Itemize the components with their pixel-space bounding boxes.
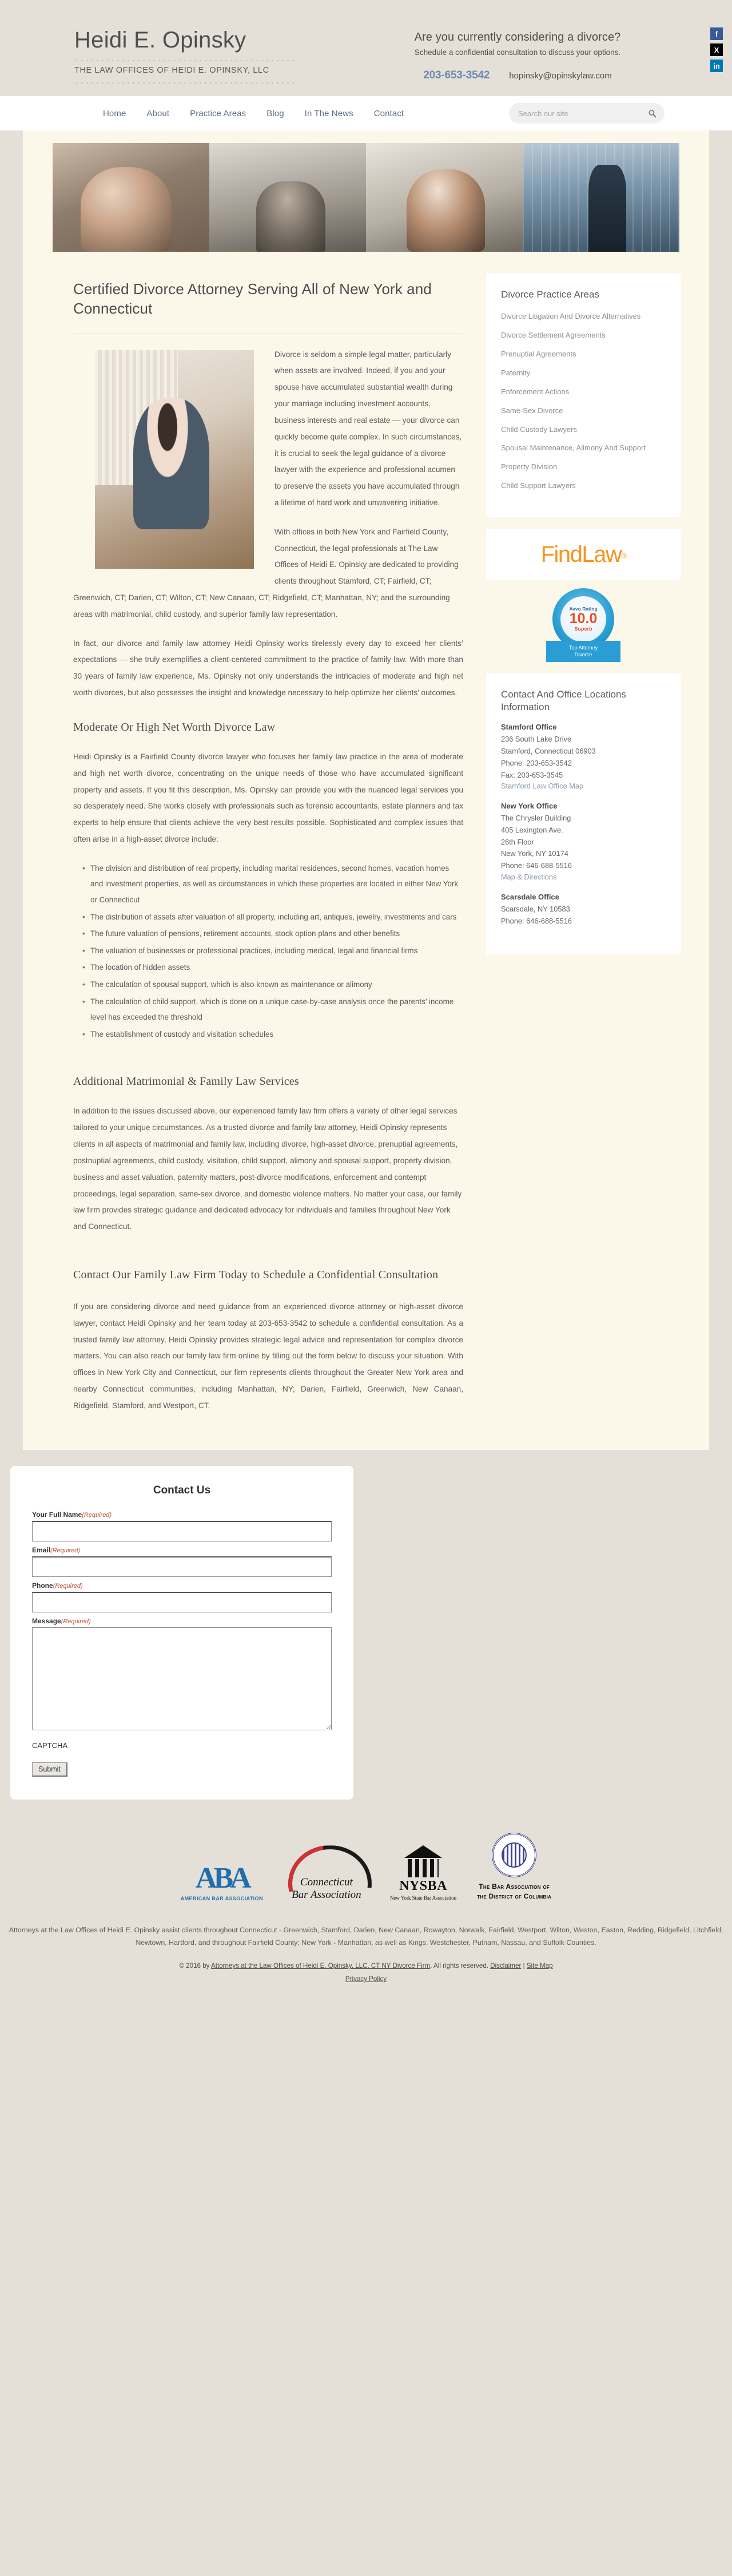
avvo-rating-badge[interactable]	[486, 588, 681, 662]
nav-item-about[interactable]: About	[146, 108, 170, 118]
contact-form-title: Contact Us	[153, 1484, 211, 1496]
sidebar-link-property-division[interactable]: Property Division	[501, 462, 558, 471]
x-twitter-icon[interactable]: X	[710, 43, 723, 56]
sidebar-link-settlement-agreements[interactable]: Divorce Settlement Agreements	[501, 331, 606, 340]
section-heading-high-net-worth: Moderate Or High Net Worth Divorce Law	[73, 720, 276, 734]
nysba-mark: NYSBA	[399, 1879, 447, 1894]
linkedin-icon[interactable]: in	[710, 60, 723, 72]
office-line: Phone: 646-688-5516	[501, 861, 572, 870]
copyright-firm-link[interactable]: Attorneys at the Law Offices of Heidi E. Opinsky, LLC, CT NY Divorce Firm	[211, 1962, 431, 1970]
aba-caption: AMERICAN BAR ASSOCIATION	[180, 1896, 263, 1902]
required-tag: (Required)	[53, 1582, 83, 1590]
list-item	[501, 330, 666, 341]
office-line: 236 South Lake Drive	[501, 735, 572, 744]
footer-service-area: Attorneys at the Law Offices of Heidi E. Opinsky assist clients throughout Connecticut - Greenwich, Stamford, Darien, New Canaan, Rowayton, Norwalk, Fairfield, Westport, Wilton, Weston, Easton, Redding, Ridgefield, Litchfield, Newtown, Hartford, and throughout Fairfield County; New York - Manhattan, as well as Kings, Westchester, Putnam, Nassau, and Suffolk Counties.	[9, 1926, 723, 1947]
avvo-superb: Superb	[574, 626, 592, 632]
section1-paragraph: Heidi Opinsky is a Fairfield County divorce lawyer who focuses her family law practice in the area of moderate and high net worth divorce, concentrating on the unique needs of those who have accumulated significant property and assets. If you fit this description, Ms. Opinsky can provide you with the nuanced legal services you so desperately need. She works closely with professionals such as forensic accountants, estate planners and tax experts to help ensure that clients achieve the very best results possible. Sophisticated and complex issues that often arise in a high-asset divorce include:	[73, 752, 463, 843]
list-item	[501, 387, 666, 398]
sitemap-link[interactable]: Site Map	[526, 1962, 553, 1970]
nysba-caption: New York State Bar Association	[389, 1895, 457, 1901]
cba-line1: Connecticut	[300, 1876, 353, 1889]
required-tag: (Required)	[50, 1547, 80, 1554]
office-line: Fax: 203-653-3545	[501, 770, 563, 779]
required-tag: (Required)	[61, 1618, 91, 1625]
sidebar-link-spousal-maintenance[interactable]: Spousal Maintenance, Alimony And Support	[501, 443, 646, 453]
header-question: Are you currently considering a divorce?	[414, 31, 621, 43]
list-item	[501, 349, 666, 360]
phone-label	[32, 1582, 332, 1590]
list-item: • The establishment of custody and visitation schedules	[82, 1027, 463, 1043]
section-heading-contact-consultation: Contact Our Family Law Firm Today to Schedule a Confidential Consultation	[73, 1268, 439, 1281]
badge-american-bar-association[interactable]	[181, 1864, 263, 1901]
email-label-text: Email	[32, 1545, 51, 1554]
office-line: Phone: 646-688-5516	[501, 916, 572, 925]
message-label	[32, 1617, 332, 1625]
list-item	[501, 443, 666, 454]
office-scarsdale	[501, 893, 666, 927]
aba-logo-mark: ABA	[195, 1862, 248, 1895]
avvo-score: 10.0	[569, 611, 598, 627]
office-stamford	[501, 723, 666, 791]
list-item	[501, 481, 666, 492]
copyright-prefix: © 2016 by	[179, 1962, 212, 1970]
findlaw-badge[interactable]	[486, 529, 681, 580]
avvo-label: Avvo Rating	[569, 606, 598, 612]
search-box[interactable]	[509, 103, 665, 124]
badge-nysba[interactable]	[390, 1845, 456, 1901]
phone-input[interactable]	[32, 1592, 332, 1612]
social-links	[710, 27, 723, 72]
header-email-link[interactable]: hopinsky@opinskylaw.com	[509, 71, 612, 81]
list-item: • The future valuation of pensions, retirement accounts, stock option plans and other benefits	[82, 926, 463, 942]
nav-item-in-the-news[interactable]: In The News	[304, 108, 353, 118]
office-line: Phone: 203-653-3542	[501, 758, 572, 767]
avvo-ribbon	[546, 641, 620, 662]
cba-line2: Bar Association	[292, 1889, 361, 1901]
main-content	[51, 261, 486, 1427]
privacy-policy-link[interactable]: Privacy Policy	[345, 1975, 387, 1983]
dc-line2: the District of Columbia	[477, 1892, 552, 1901]
brand-block[interactable]	[23, 27, 292, 84]
dc-line1: The Bar Association of	[479, 1882, 550, 1891]
brand-name: Heidi E. Opinsky	[74, 27, 246, 53]
hero-image-couple	[209, 143, 366, 252]
office-line: Stamford, Connecticut 06903	[501, 747, 596, 756]
search-icon[interactable]	[648, 109, 657, 118]
contact-form-card	[10, 1466, 353, 1800]
findlaw-logo-text: FindLaw	[540, 541, 622, 567]
page-body	[23, 252, 709, 1450]
nav-item-practice-areas[interactable]: Practice Areas	[190, 108, 246, 118]
office-line: Scarsdale, NY 10583	[501, 904, 570, 913]
contact-info-title: Contact And Office Locations Information	[501, 689, 626, 713]
site-header	[0, 0, 732, 96]
sidebar-link-same-sex-divorce[interactable]: Same-Sex Divorce	[501, 406, 563, 415]
page-title: Certified Divorce Attorney Serving All of New York and Connecticut	[73, 280, 432, 318]
email-input[interactable]	[32, 1556, 332, 1577]
high-asset-issues-list	[73, 861, 463, 1043]
list-item: • The valuation of businesses or professional practices, including medical, legal and financial firms	[82, 943, 463, 959]
full-name-label	[32, 1511, 332, 1519]
header-subline: Schedule a confidential consultation to discuss your options.	[414, 48, 621, 57]
full-name-label-text: Your Full Name	[32, 1510, 82, 1519]
badge-connecticut-bar-association[interactable]	[284, 1842, 369, 1901]
section-heading-additional-services: Additional Matrimonial & Family Law Services	[73, 1075, 299, 1088]
submit-button[interactable]: Submit	[32, 1762, 67, 1777]
email-label	[32, 1546, 332, 1554]
office-map-link[interactable]: Stamford Law Office Map	[501, 782, 584, 791]
message-textarea[interactable]	[32, 1627, 332, 1730]
sidebar-link-prenuptial[interactable]: Prenuptial Agreements	[501, 350, 576, 359]
avvo-ribbon-line2: Divorce	[574, 652, 592, 658]
practice-areas-card	[486, 274, 681, 517]
cba-arch-icon	[284, 1842, 369, 1880]
sidebar-link-paternity[interactable]: Paternity	[501, 368, 531, 377]
sidebar	[486, 261, 681, 967]
hero-banner	[23, 130, 709, 252]
list-item	[501, 425, 666, 435]
captcha-label: CAPTCHA	[32, 1741, 68, 1750]
header-callout	[292, 27, 709, 82]
required-tag: (Required)	[82, 1511, 112, 1519]
section3-paragraph: If you are considering divorce and need guidance from an experienced divorce attorney or high-asset divorce lawyer, contact Heidi Opinsky and her team today at 203-653-3542 to schedule a confidential consultation. As a trusted family law attorney, Heidi Opinsky provides strategic legal advice and representation for complex divorce matters. You can also reach our family law firm online by filling out the form below to discuss your situation. With offices in New York City and Connecticut, our firm represents clients throughout the Greater New York area and nearby Connecticut communities, including Manhattan, NY; Darien, Fairfield, Greenwich, New Canaan, Ridgefield, Stamford, and Westport, CT.	[73, 1302, 463, 1410]
list-item: • The calculation of child support, which is done on a unique case-by-case analysis once the parents’ income level has exceeded the threshold	[82, 994, 463, 1025]
phone-label-text: Phone	[32, 1581, 53, 1590]
list-item: • The distribution of assets after valuation of all property, including art, antiques, jewelry, investments and cars	[82, 909, 463, 925]
office-line: New York, NY 10174	[501, 849, 568, 858]
office-line: 405 Lexington Ave.	[501, 825, 563, 834]
findlaw-registered-mark: ®	[621, 551, 626, 560]
attorney-portrait-image	[95, 350, 254, 569]
brand-divider-bottom	[74, 82, 295, 84]
brand-divider-top	[74, 60, 295, 62]
practice-areas-title: Divorce Practice Areas	[501, 289, 599, 300]
nysba-courthouse-icon	[404, 1845, 442, 1877]
office-name: Stamford Office	[501, 723, 557, 732]
nav-item-home[interactable]: Home	[103, 108, 126, 118]
office-map-link[interactable]: Map & Directions	[501, 872, 557, 881]
list-item	[501, 462, 666, 473]
intro-block	[73, 347, 463, 636]
list-item	[501, 406, 666, 417]
contact-info-card	[486, 673, 681, 954]
nav-item-blog[interactable]: Blog	[266, 108, 284, 118]
office-name: Scarsdale Office	[501, 892, 559, 901]
sidebar-link-enforcement-actions[interactable]: Enforcement Actions	[501, 387, 570, 396]
hero-image-mother-daughter	[53, 143, 209, 252]
hero-image-woman	[366, 143, 523, 252]
list-item: • The division and distribution of real property, including marital residences, second homes, vacation homes and investment properties, as well as circumstances in which these properties are located in either New York or Connecticut	[82, 861, 463, 908]
list-item: • The location of hidden assets	[82, 960, 463, 976]
site-footer	[0, 1819, 732, 2010]
copyright-suffix: . All rights reserved.	[430, 1962, 491, 1970]
list-item: • The calculation of spousal support, which is also known as maintenance or alimony	[82, 977, 463, 993]
footer-badges	[0, 1833, 732, 1902]
list-item	[501, 311, 666, 322]
sidebar-link-divorce-litigation[interactable]: Divorce Litigation And Divorce Alternatives	[501, 312, 641, 321]
sidebar-link-child-custody[interactable]: Child Custody Lawyers	[501, 425, 577, 434]
nav-item-contact[interactable]: Contact	[373, 108, 404, 118]
search-input[interactable]	[517, 109, 648, 118]
badge-bar-association-dc[interactable]	[477, 1833, 551, 1902]
message-label-text: Message	[32, 1616, 61, 1625]
list-item	[501, 368, 666, 379]
office-line: The Chrysler Building	[501, 814, 571, 823]
avvo-ribbon-line1: Top Attorney	[568, 644, 598, 651]
header-phone-link[interactable]: 203-653-3542	[423, 69, 490, 81]
dc-seal-icon	[492, 1833, 536, 1877]
section2-paragraph: In addition to the issues discussed above, our experienced family law firm offers a variety of other legal services tailored to your unique circumstances. As a trusted divorce and family law attorney, Heidi Opinsky represents clients in all aspects of matrimonial and family law, including divorce, high-asset divorce, prenuptial agreements, postnuptial agreements, child custody, visitation, child support, alimony and spousal support, property division, business and asset valuation, paternity matters, post-divorce modifications, enforcement and contempt proceedings, legal separation, same-sex divorce, and domestic violence matters. No matter your case, our family law firm provides strategic guidance and dedicated advocacy for individuals and families throughout New York and Connecticut.	[73, 1107, 462, 1231]
full-name-input[interactable]	[32, 1521, 332, 1541]
contact-form-band	[0, 1450, 732, 1819]
facebook-icon[interactable]: f	[710, 27, 723, 40]
intro-paragraph-1: Divorce is seldom a simple legal matter, particularly when assets are involved. Indeed, if you and your spouse have accumulated substantial wealth during your marriage including investment accounts, business interests and real estate — your divorce can quickly become quite complex. In such circumstances, it is crucial to seek the legal guidance of a divorce lawyer with the experience and professional acumen to preserve the assets you have accumulated through a lifetime of hard work and unwavering initiative.	[274, 350, 462, 507]
hero-image-office-window	[523, 143, 679, 252]
brand-subtitle: THE LAW OFFICES OF HEIDI E. OPINSKY, LLC	[74, 66, 269, 75]
footer-copyright	[0, 1959, 732, 1985]
footer-separator: |	[521, 1962, 527, 1970]
main-navigation-bar	[0, 96, 732, 130]
office-new-york	[501, 802, 666, 882]
intro-paragraph-3: In fact, our divorce and family law attorney Heidi Opinsky works tirelessly every day to exceed her clients’ expectations — she truly exemplifies a client-centered commitment to the practice of family law. With more than 30 years of family law experience, Ms. Opinsky not only understands the intricacies of moderate and high net worth divorces, but also possesses the insight and knowledge necessary to help optimize her clients’ outcomes.	[73, 639, 463, 697]
office-line: 26th Floor	[501, 837, 534, 846]
office-name: New York Office	[501, 802, 558, 811]
intro-paragraph-2: With offices in both New York and Fairfield County, Connecticut, the legal professionals at The Law Offices of Heidi E. Opinsky are dedicated to providing clients throughout Stamford, CT; Fairfield, CT; Greenwich, CT; Darien, CT; Wilton, CT; New Canaan, CT; Ridgefield, CT; Manhattan, NY; and the surrounding areas with matrimonial, child custody, and superior family law representation.	[73, 527, 459, 619]
practice-areas-list	[501, 311, 666, 491]
sidebar-link-child-support[interactable]: Child Support Lawyers	[501, 481, 576, 490]
disclaimer-link[interactable]: Disclaimer	[490, 1962, 522, 1970]
